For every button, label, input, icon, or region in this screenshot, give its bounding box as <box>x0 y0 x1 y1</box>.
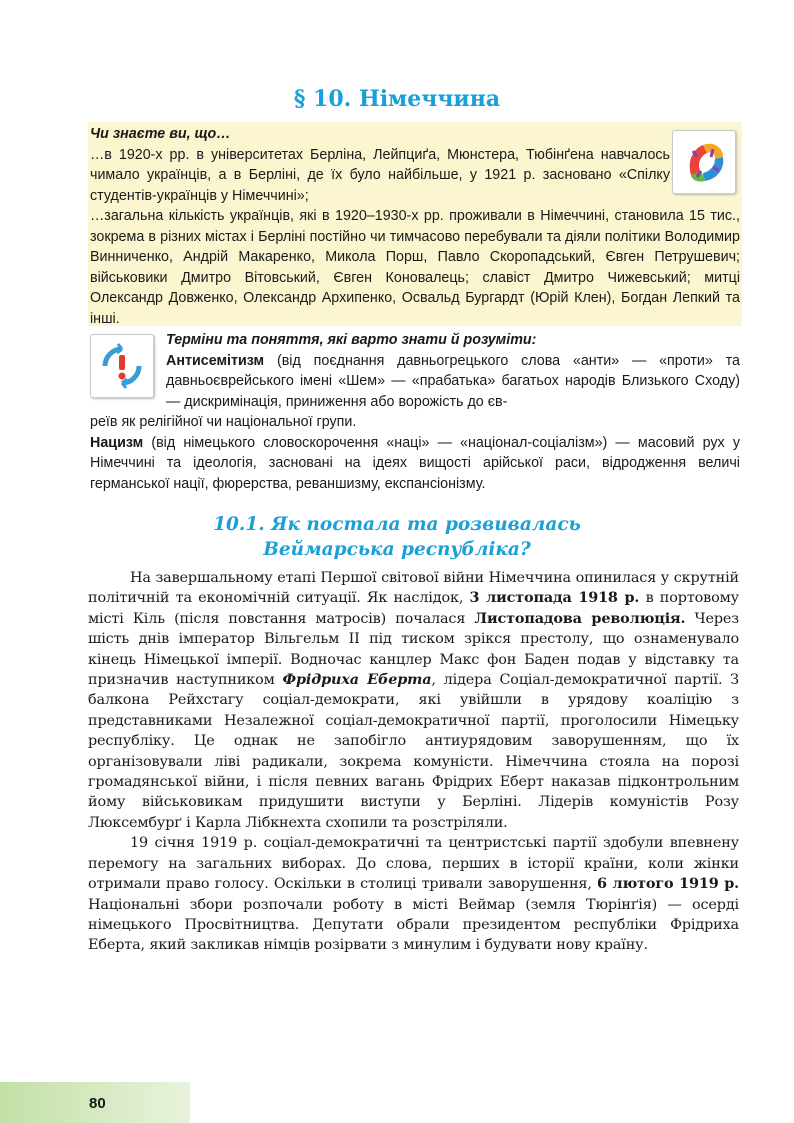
terms-block <box>90 330 740 494</box>
text: в портовому місті Кіль (після повстання матросів) почалася <box>88 590 739 627</box>
body-paragraph-2 <box>88 833 739 955</box>
text: Через шість днів імператор Вільгельм II під тиском зрікся престолу, що ознаменувало кінець Німецької імперії. Водночас канцлер Макс фон Баден подав у відставку та призначив наступником <box>88 610 739 689</box>
term-antisemitism-definition-rest: реїв як релігійної чи національної групи. <box>90 414 357 430</box>
body-paragraph-1 <box>88 568 739 833</box>
term-nazism-paragraph <box>90 433 740 495</box>
name-highlight: Фрідриха Еберта <box>282 671 432 689</box>
page-title: § 10. Німеччина <box>293 86 501 112</box>
body-text <box>88 568 739 956</box>
text: , лідера Соціал-демократичної партії. З балкона Рейхстагу соціал-демократи, які увійшли в урядову коаліцію з представниками Незалежної соціал-демократичної партії, проголосили Німецьку республіку. Це однак не запобігло антиурядовим заворушенням, що їх організовували ліві радикали, зокрема комуністи. Німеччина стояла на порозі громадянської війни, і після певних вагань Фрідрих Еберт наказав підконтрольним йому військовикам придушити виступи у Берліні. Лідерів комуністів Розу Люксембурґ і Карла Лібкнехта схопили та розстріляли. <box>88 672 739 831</box>
section-title-line-2: Веймарська республіка? <box>263 539 531 560</box>
terms-heading: Терміни та поняття, які варто знати й розуміти: <box>166 332 537 348</box>
text: 19 січня 1919 р. <box>130 835 258 852</box>
did-you-know-heading: Чи знаєте ви, що… <box>90 126 231 142</box>
section-title-line-1: 10.1. Як постала та розвивалась <box>213 514 581 535</box>
term-nazism-definition: (від німецького словоскорочення «наці» — «націонал-соціалізм») — масовий рух у Німеччині та ідеологія, засновані на ідеях вищості арійської раси, відродження величі германської нації, фюрерства, реваншизму, експансіонізму. <box>90 434 740 492</box>
did-you-know-paragraph-1: …в 1920-х рр. в університетах Берліна, Лейпциґа, Мюнстера, Тюбінґена навчалось чимало українців, а в Берліні, де їх було найбільше, у 1921 р. засновано «Спілку студентів-українців у Німеччині»; <box>90 146 670 204</box>
date-highlight: 3 листопада 1918 р. <box>469 589 640 607</box>
term-antisemitism-lead <box>166 351 740 413</box>
did-you-know-paragraph-2: …загальна кількість українців, які в 1920–1930-х рр. проживали в Німеччині, становила 15 тис., зокрема в різних містах і Берліні постійно чи тимчасово перебували та діяли політики Володимир Винниченко, Андрій Макаренко, Микола Порш, Павло Скоропадський, Євген Петрушевич; військовики Дмитро Вітовський, Євген Коновалець; славіст Дмитро Чижевський; митці Олександр Довженко, Олександр Архипенко, Освальд Бургардт (Юрій Клен), Богдан Лепкий та інші. <box>90 208 740 327</box>
term-antisemitism-definition-lead: (від поєднання давньогрецького слова «анти» — «проти» та давньоєврейського імені «Шем» — «прабатька» багатьох народів Близького Сходу) — дискримінація, приниження або ворожість до єв- <box>166 352 740 410</box>
date-highlight: 6 лютого 1919 р. <box>596 875 739 893</box>
text: Національні збори розпочали роботу в місті Веймар (земля Тюрінґія) — осерді німецького Просвітництва. Депутати обрали президентом республіки Фрідриха Еберта, який закликав німців розірвати з минулим і будувати нову країну. <box>88 896 739 954</box>
page-number: 80 <box>89 1095 106 1112</box>
colorful-hands-icon <box>672 130 736 194</box>
did-you-know-text <box>90 124 670 206</box>
term-antisemitism: Антисемітизм <box>166 352 265 369</box>
term-nazism: Нацизм <box>90 434 144 451</box>
text: соціал-демократичні та центристські партії здобули впевнену перемогу на загальних виборах. До слова, перших в історії країни, коли жінки отримали право голосу. Оскільки в столиці тривали заворушення, <box>88 835 740 893</box>
section-title <box>0 512 794 562</box>
text: На завершальному етапі Першої світової війни Німеччина опинилася у скрутній політичній та економічній ситуації. Як наслідок, <box>88 570 739 607</box>
term-highlight: Листопадова революція. <box>474 609 686 627</box>
